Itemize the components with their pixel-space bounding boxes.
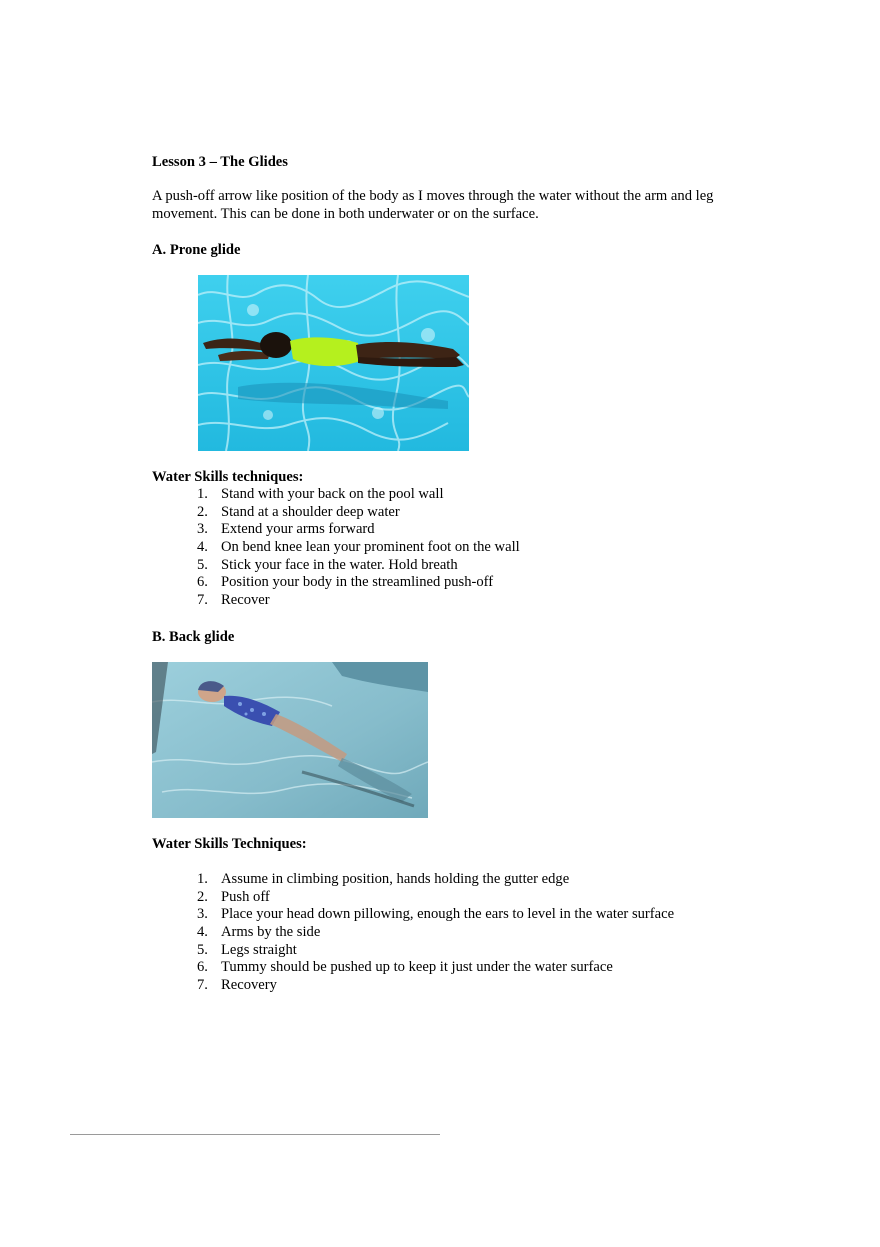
list-item: 3. Extend your arms forward [197,521,375,538]
prone-glide-photo [198,275,469,451]
prone-glide-heading: A. Prone glide [152,242,241,258]
list-item: 6. Position your body in the streamlined push-off [197,574,494,591]
list-item: 1. Assume in climbing position, hands holding the gutter edge [197,871,570,887]
back-steps-list [197,871,757,995]
list-item: 4. On bend knee lean your prominent foot on the wall [197,539,520,556]
list-item: 4. Arms by the side [197,924,321,941]
back-glide-photo [152,662,428,818]
prone-techniques-heading: Water Skills techniques: [152,469,304,485]
list-item: 6. Tummy should be pushed up to keep it just under the water surface [197,959,613,976]
back-techniques-heading: Water Skills Techniques: [152,836,307,852]
back-glide-heading: B. Back glide [152,629,235,645]
list-item: 1. Stand with your back on the pool wall [197,486,444,502]
footnote-divider [70,1134,440,1135]
list-item: 5. Stick your face in the water. Hold breath [197,556,458,573]
list-item: 2. Push off [197,888,270,905]
list-item: 2. Stand at a shoulder deep water [197,503,400,520]
list-item: 7. Recover [197,592,270,609]
list-item: 7. Recovery [197,977,277,994]
intro-paragraph: A push-off arrow like position of the body as I moves through the water without the arm and leg movement. This can be done in both underwater or on the surface. [152,188,714,222]
list-item: 3. Place your head down pillowing, enough the ears to level in the water surface [197,906,675,923]
prone-steps-list [197,486,717,610]
lesson-title: Lesson 3 – The Glides [152,154,288,170]
list-item: 5. Legs straight [197,941,297,958]
